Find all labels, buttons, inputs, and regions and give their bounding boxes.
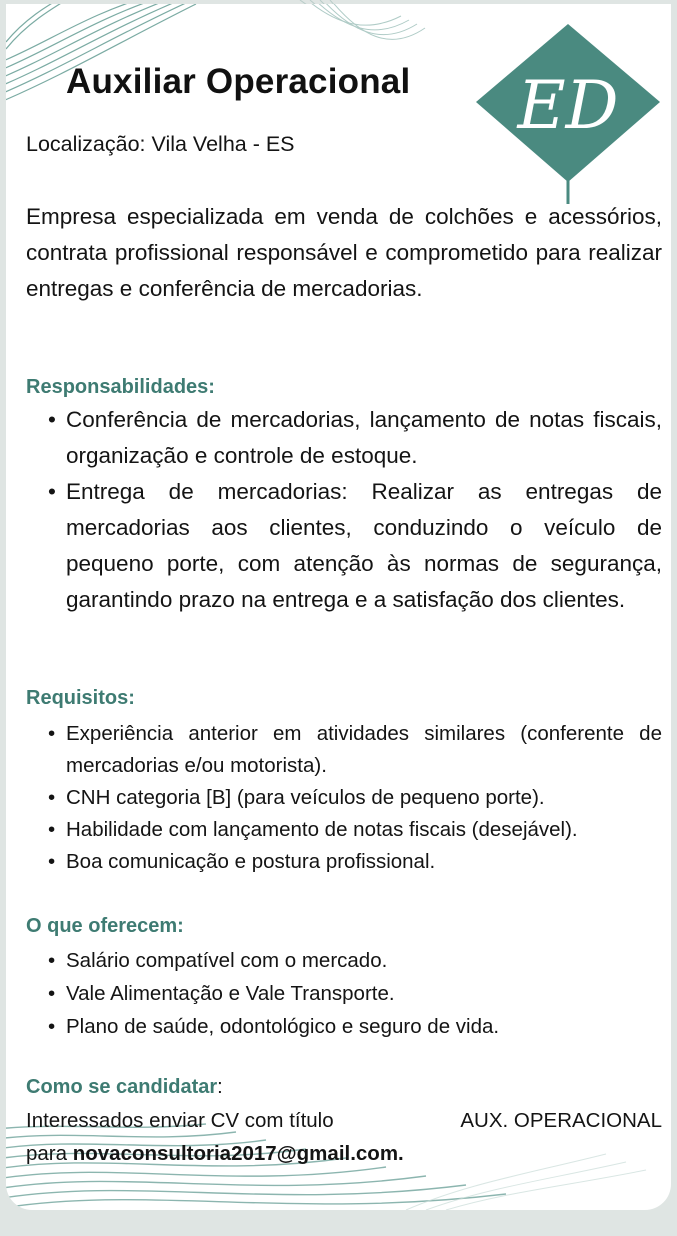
list-item: • Plano de saúde, odontológico e seguro de vida. [26,1010,662,1043]
job-location: Localização: Vila Velha - ES [26,132,295,156]
apply-instruction-text: Interessados enviar CV com título [26,1109,334,1132]
list-item: • Vale Alimentação e Vale Transporte. [26,977,662,1010]
list-item: • Conferência de mercadorias, lançamento de notas fiscais, organização e controle de estoque. [26,402,662,474]
offers-heading: O que oferecem: [26,915,184,937]
job-posting-card [6,4,671,1210]
company-intro: Empresa especializada em venda de colchões e acessórios, contrata profissional responsável e comprometido para realizar entregas e conferência de mercadorias. [26,204,662,301]
contact-email[interactable]: novaconsultoria2017@gmail.com. [72,1142,404,1165]
page-title: Auxiliar Operacional [66,62,411,101]
list-item: • Boa comunicação e postura profissional. [26,846,662,878]
offers-list [26,944,662,1043]
requirements-list [26,718,662,878]
list-item: • Experiência anterior em atividades similares (conferente de mercadorias e/ou motorista). [26,718,662,782]
apply-subject-title: AUX. OPERACIONAL [460,1109,662,1132]
logo-monogram: ED [517,67,619,144]
apply-heading-label: Como se candidatar [26,1076,218,1098]
apply-heading-colon: : [217,1076,223,1098]
apply-heading [26,1076,223,1099]
apply-instructions [26,1104,662,1170]
apply-prefix: para [26,1142,73,1165]
list-item: • Salário compatível com o mercado. [26,944,662,977]
responsibilities-list [26,402,662,618]
requirements-heading: Requisitos: [26,687,135,709]
responsibilities-heading: Responsabilidades: [26,376,215,398]
diamond-monogram-logo [468,22,668,204]
list-item: • Entrega de mercadorias: Realizar as entregas de mercadorias aos clientes, conduzindo o veículo de pequeno porte, com atenção às normas de segurança, garantindo prazo na entrega e a satisfação dos clientes. [26,474,662,618]
list-item: • Habilidade com lançamento de notas fiscais (desejável). [26,814,662,846]
list-item: • CNH categoria [B] (para veículos de pequeno porte). [26,782,662,814]
